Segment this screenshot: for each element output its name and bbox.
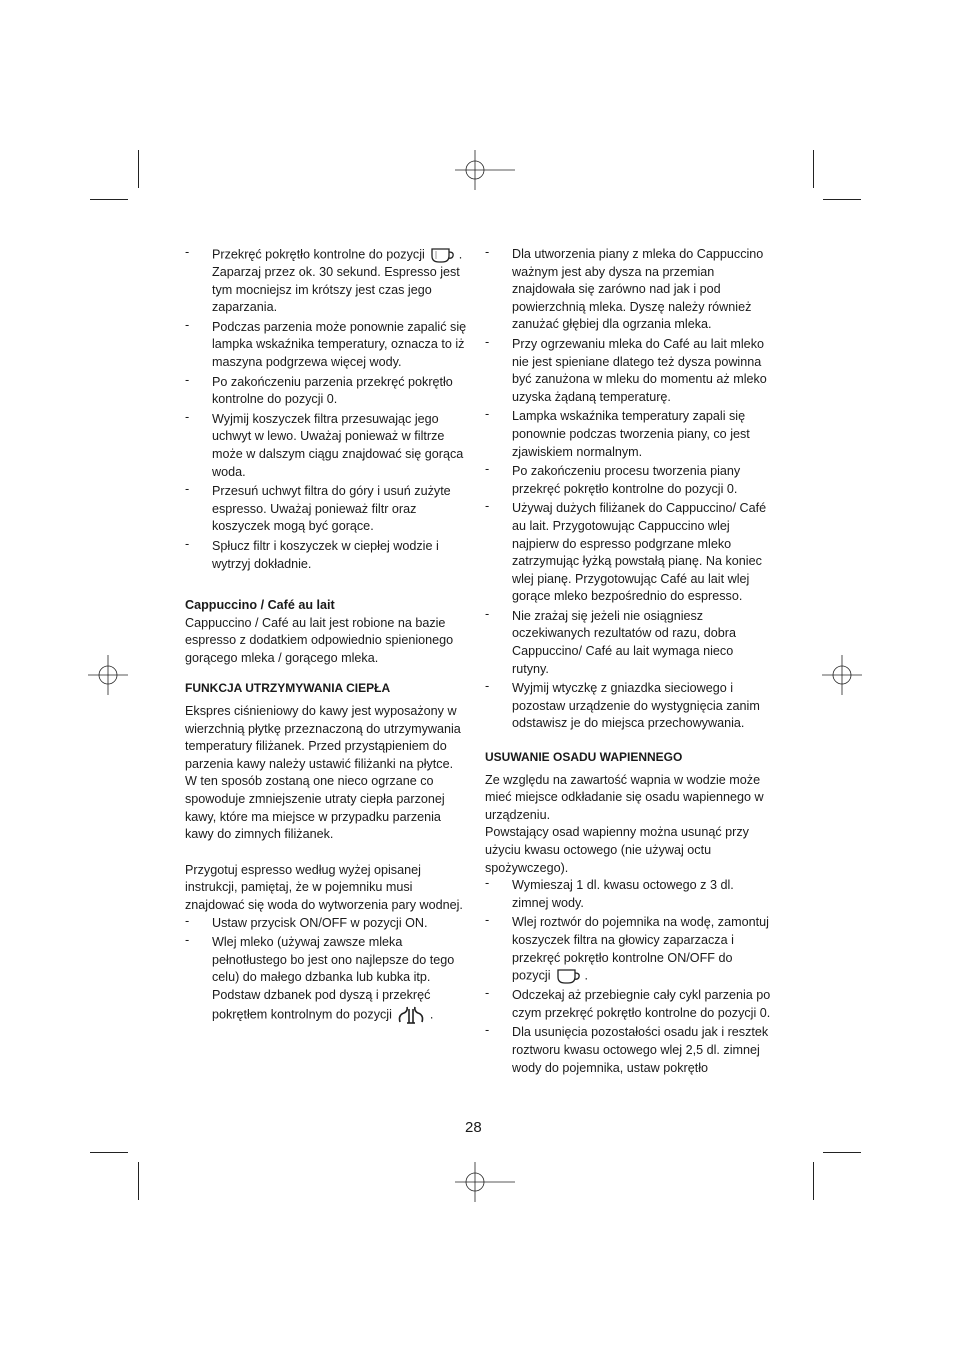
list-item: - Wymieszaj 1 dl. kwasu octowego z 3 dl. zimnej wody. — [485, 876, 734, 910]
list-item: - Po zakończeniu parzenia przekręć pokrętło kontrolne do pozycji 0. — [185, 372, 453, 407]
registration-mark-icon — [455, 150, 515, 190]
crop-mark — [823, 1152, 861, 1153]
list-item: - Ustaw przycisk ON/OFF w pozycji ON. — [185, 913, 428, 930]
list-item: - Nie zrażaj się jeżeli nie osiągniesz oczekiwanych rezultatów od razu, dobra Cappuccino/ Café au lait wymaga nieco rutyny. — [485, 606, 737, 676]
list-item: - Wyjmij wtyczkę z gniazdka sieciowego i pozostaw urządzenie do wystygnięcia zanim odstawisz je do miejsca przechowywania. — [485, 679, 760, 731]
registration-mark-icon — [88, 655, 128, 695]
cappuccino-heading: Cappuccino / Café au lait — [185, 598, 335, 613]
left-column — [185, 246, 467, 1025]
list-item: - Używaj dużych filiżanek do Cappuccino/ Café au lait. Przygotowując Cappuccino wlej najpierw do espresso podgrzane mleko zatrzymując łyżką powstałą pianę. Na koniec wlej pianę. Przygotowując Café au lait wlej gorące mleko bezpośrednio do espresso. — [485, 499, 767, 604]
cappuccino-paragraph: Cappuccino / Café au lait jest robione na bazie espresso z dodatkiem odpowiednio spienionego gorącego mleka / gorącego mleka. — [185, 615, 454, 665]
list-item: - Odczekaj aż przebiegnie cały cykl parzenia po czym przekręć pokrętło kontrolne do pozycji 0. — [485, 986, 771, 1020]
right-column — [485, 246, 771, 1077]
crop-mark — [138, 1162, 139, 1200]
crop-mark — [823, 199, 861, 200]
crop-mark — [138, 150, 139, 188]
descale-heading: USUWANIE OSADU WAPIENNEGO — [485, 750, 683, 765]
cup-icon — [429, 246, 455, 264]
list-item: - Spłucz filtr i koszyczek w ciepłej wodzie i wytrzyj dokładnie. — [185, 536, 439, 571]
list-item: - Przekręć pokrętło kontrolne do pozycji . Zaparzaj przez ok. 30 sekund. Espresso jest tym mocniejsz im krótszy jest czas jego zaparzania. — [185, 245, 463, 315]
registration-mark-icon — [822, 655, 862, 695]
registration-mark-icon — [455, 1162, 515, 1202]
descale-paragraph-1: Ze względu na zawartość wapnia w wodzie może mieć miejsce odkładanie się osadu wapiennego w urządzeniu. — [485, 772, 764, 822]
list-item: - Wlej roztwór do pojemnika na wodę, zamontuj koszyczek filtra na głowicy zaparzacza i przekręć pokrętło kontrolne ON/OFF do pozycji . — [485, 914, 771, 985]
list-item: - Wyjmij koszyczek filtra przesuwając jego uchwyt w lewo. Uważaj ponieważ w filtrze może w dalszym ciągu znajdować się gorąca woda. — [185, 409, 464, 479]
list-item: - Przesuń uchwyt filtra do góry i usuń zużyte espresso. Uważaj ponieważ filtr oraz koszyczek mogą być gorące. — [185, 482, 451, 534]
prep-paragraph: Przygotuj espresso według wyżej opisanej instrukcji, pamiętaj, że w pojemniku musi znajdować się woda do wytworzenia pary wodnej. — [185, 862, 463, 912]
crop-mark — [813, 150, 814, 188]
list-item: - Dla usunięcia pozostałości osadu jak i resztek roztworu kwasu octowego wlej 2,5 dl. zimnej wody do pojemnika, ustaw pokrętło — [485, 1023, 769, 1075]
warm-function-heading: FUNKCJA UTRZYMYWANIA CIEPŁA — [185, 681, 391, 696]
list-item: - Podczas parzenia może ponownie zapalić się lampka wskaźnika temperatury, oznacza to iż maszyna podgrzewa więcej wody. — [185, 317, 467, 369]
descale-paragraph-2: Powstający osad wapienny można usunąć przy użyciu kwasu octowego (nie używaj octu spożywczego). — [485, 825, 749, 875]
page-number: 28 — [465, 1119, 482, 1136]
list-item: - Wlej mleko (używaj zawsze mleka pełnotłustego bo jest ono najlepsze do tego celu) do małego dzbanka lub kubka itp. Podstaw dzbanek pod dyszą i przekręć pokrętłem kontrolnym do pozycji . — [185, 934, 467, 1024]
crop-mark — [813, 1162, 814, 1200]
list-item: - Lampka wskaźnika temperatury zapali się ponownie podczas tworzenia piany, co jest zjawiskiem normalnym. — [485, 407, 750, 459]
list-item: - Dla utworzenia piany z mleka do Cappuccino ważnym jest aby dysza na przemian znajdowała się zarówno nad jak i pod powierzchnią mleka. Dyszę należy również zanużać głębiej dla ogrzania mleka. — [485, 245, 764, 332]
warm-function-paragraph: Ekspres ciśnieniowy do kawy jest wyposażony w wierzchnią płytkę przeznaczoną do utrzymywania temperatury filiżanek. Przed przystąpieniem do parzenia kawy należy ustawić filiżanki na płytce. W ten sposób zostaną one nieco ogrzane co spowoduje zmniejszenie utraty ciepła parzonej kawy, które ma miejsce w przypadku parzenia kawy do zimnych filiżanek. — [185, 704, 461, 842]
list-item: - Przy ogrzewaniu mleka do Café au lait mleko nie jest spieniane dlatego też dysza powinna być zanużona w mleku do momentu aż mleko uzyska żądaną temperaturę. — [485, 334, 767, 404]
crop-mark — [90, 199, 128, 200]
cup-icon — [555, 967, 581, 985]
steam-icon — [396, 1005, 426, 1025]
list-item: - Po zakończeniu procesu tworzenia piany przekręć pokrętło kontrolne do pozycji 0. — [485, 462, 741, 496]
crop-mark — [90, 1152, 128, 1153]
